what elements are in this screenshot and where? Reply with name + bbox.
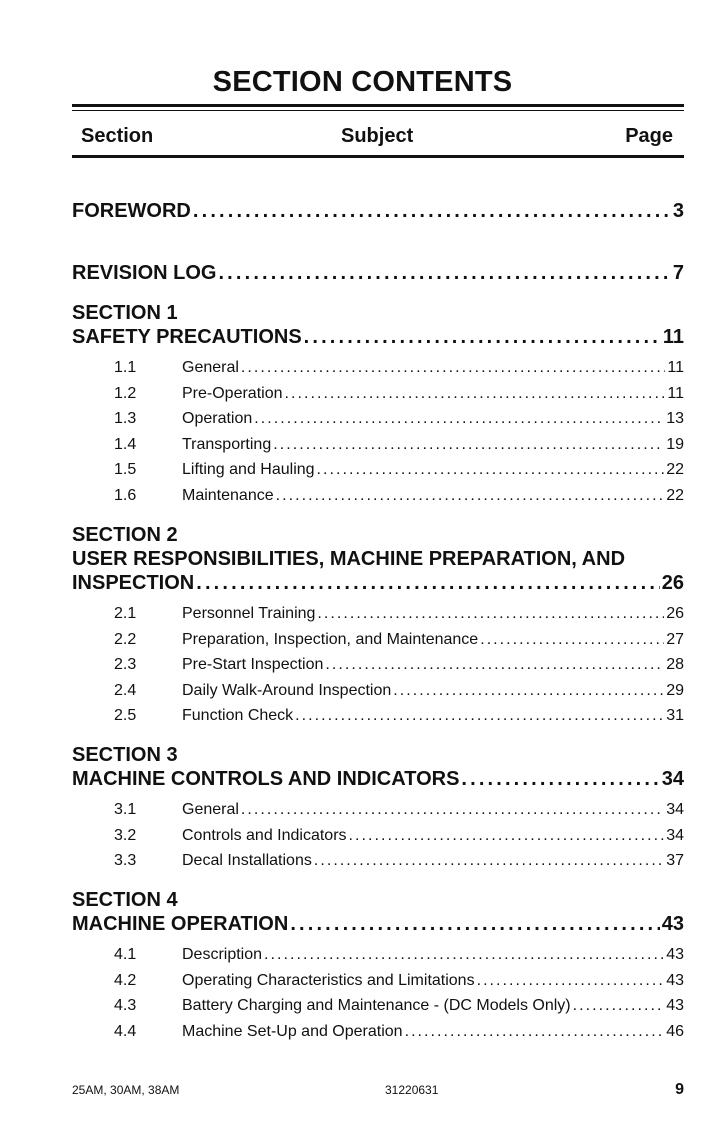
item-page: 11 <box>667 384 684 402</box>
item-number: 2.4 <box>114 681 137 699</box>
section-title-entry[interactable] <box>72 767 684 791</box>
item-title: Controls and Indicators <box>182 826 347 844</box>
item-page: 22 <box>666 486 684 504</box>
item-number: 2.3 <box>114 656 137 674</box>
footer-doc-number: 31220631 <box>385 1083 439 1097</box>
item-number: 3.1 <box>114 801 137 818</box>
leader-dots <box>273 432 664 458</box>
item-page: 28 <box>666 656 684 674</box>
leader-dots <box>193 199 671 223</box>
leader-dots <box>317 601 664 627</box>
item-page: 11 <box>667 359 684 376</box>
item-title: Pre-Operation <box>182 384 283 402</box>
section-title: SAFETY PRECAUTIONS <box>72 326 302 348</box>
leader-dots <box>285 381 666 407</box>
toc-section-3 <box>72 743 684 874</box>
section-heading: SECTION 4 <box>72 889 178 911</box>
item-number: 1.2 <box>114 384 137 402</box>
leader-dots <box>295 703 664 729</box>
item-title: Preparation, Inspection, and Maintenance <box>182 630 479 648</box>
toc-item[interactable] <box>72 1019 684 1045</box>
item-title: Pre-Start Inspection <box>182 656 324 674</box>
item-number: 4.4 <box>114 1022 137 1040</box>
leader-dots <box>405 1019 665 1045</box>
item-number: 2.1 <box>114 605 137 622</box>
section-title-entry[interactable] <box>72 912 684 936</box>
item-number: 2.5 <box>114 707 137 725</box>
footer-page-number: 9 <box>675 1081 684 1098</box>
toc-item[interactable] <box>72 942 684 968</box>
item-number: 4.1 <box>114 946 137 963</box>
item-number: 4.2 <box>114 971 137 989</box>
item-page: 29 <box>666 681 684 699</box>
item-title: Daily Walk-Around Inspection <box>182 681 392 699</box>
item-page: 37 <box>666 852 684 870</box>
header-rule-top-thin <box>72 110 684 111</box>
item-title: Transporting <box>182 435 272 453</box>
item-page: 22 <box>666 461 684 479</box>
entry-label: FOREWORD <box>72 200 191 222</box>
header-rule-top <box>72 104 684 107</box>
leader-dots <box>573 993 665 1019</box>
item-page: 13 <box>666 410 684 428</box>
toc-item[interactable] <box>72 432 684 458</box>
leader-dots <box>290 912 659 936</box>
item-page: 34 <box>666 801 684 818</box>
footer-models: 25AM, 30AM, 38AM <box>72 1083 180 1097</box>
item-number: 1.3 <box>114 410 137 428</box>
section-heading: SECTION 3 <box>72 744 178 766</box>
entry-page: 7 <box>672 262 684 284</box>
leader-dots <box>461 767 659 791</box>
item-title: Function Check <box>182 707 294 725</box>
entry-label: REVISION LOG <box>72 262 217 284</box>
item-page: 19 <box>666 435 684 453</box>
item-number: 2.2 <box>114 630 137 648</box>
column-header-section: Section <box>81 125 154 147</box>
toc-item[interactable] <box>72 678 684 704</box>
section-title: INSPECTION <box>72 572 195 594</box>
item-number: 1.5 <box>114 461 137 479</box>
leader-dots <box>317 457 665 483</box>
item-title: Machine Set-Up and Operation <box>182 1022 403 1040</box>
entry-page: 3 <box>672 200 684 222</box>
leader-dots <box>304 325 661 349</box>
section-title: MACHINE CONTROLS AND INDICATORS <box>72 768 460 790</box>
toc-item[interactable] <box>72 823 684 849</box>
section-page: 34 <box>661 768 684 790</box>
item-title: General <box>182 359 239 376</box>
section-page: 26 <box>661 572 684 594</box>
leader-dots <box>241 355 665 381</box>
item-title: Battery Charging and Maintenance - (DC Models Only) <box>182 997 571 1015</box>
item-number: 3.3 <box>114 852 137 870</box>
item-page: 31 <box>666 707 684 725</box>
toc-item[interactable] <box>72 627 684 653</box>
header-rule-bottom <box>72 155 684 158</box>
toc-section-1 <box>72 301 684 509</box>
item-title: Operation <box>182 410 253 428</box>
toc-item[interactable] <box>72 483 684 509</box>
toc-item[interactable] <box>72 457 684 483</box>
item-page: 43 <box>666 971 684 989</box>
leader-dots <box>196 571 660 595</box>
item-title: Description <box>182 946 263 963</box>
toc-section-2 <box>72 523 684 729</box>
column-header-page: Page <box>625 125 673 147</box>
toc-section-4 <box>72 888 684 1044</box>
toc-item[interactable] <box>72 968 684 994</box>
toc-item[interactable] <box>72 601 684 627</box>
section-page: 11 <box>662 326 684 348</box>
toc-item[interactable] <box>72 381 684 407</box>
item-title: Lifting and Hauling <box>182 461 315 479</box>
item-title: Maintenance <box>182 486 274 504</box>
item-page: 26 <box>666 605 684 622</box>
page-title: SECTION CONTENTS <box>212 66 513 98</box>
leader-dots <box>254 406 664 432</box>
item-page: 43 <box>666 946 684 963</box>
leader-dots <box>218 261 670 285</box>
toc-item[interactable] <box>72 652 684 678</box>
item-title: General <box>182 801 239 818</box>
item-title: Operating Characteristics and Limitations <box>182 971 475 989</box>
section-title-entry[interactable] <box>72 325 684 349</box>
section-heading: SECTION 2 <box>72 524 178 546</box>
leader-dots <box>349 823 665 849</box>
section-title-line1: USER RESPONSIBILITIES, MACHINE PREPARATION, AND <box>72 548 626 570</box>
toc-foreword[interactable] <box>72 199 684 223</box>
toc-item[interactable] <box>72 993 684 1019</box>
toc-revision-log[interactable] <box>72 261 684 285</box>
item-title: Personnel Training <box>182 605 316 622</box>
leader-dots <box>393 678 664 704</box>
section-title-entry[interactable] <box>72 571 684 595</box>
item-title: Decal Installations <box>182 852 312 870</box>
leader-dots <box>314 848 664 874</box>
item-page: 43 <box>666 997 684 1015</box>
section-page: 43 <box>661 913 684 935</box>
item-number: 1.1 <box>114 359 137 376</box>
item-page: 27 <box>666 630 684 648</box>
leader-dots <box>241 797 664 823</box>
item-page: 34 <box>666 826 684 844</box>
section-heading: SECTION 1 <box>72 302 178 324</box>
toc-item[interactable] <box>72 406 684 432</box>
item-page: 46 <box>666 1022 684 1040</box>
leader-dots <box>264 942 664 968</box>
item-number: 1.4 <box>114 435 137 453</box>
leader-dots <box>477 968 665 994</box>
item-number: 1.6 <box>114 486 137 504</box>
column-header-subject: Subject <box>341 125 414 147</box>
item-number: 3.2 <box>114 826 137 844</box>
leader-dots <box>480 627 664 653</box>
toc-item[interactable] <box>72 848 684 874</box>
toc-item[interactable] <box>72 797 684 823</box>
item-number: 4.3 <box>114 997 137 1015</box>
leader-dots <box>276 483 665 509</box>
toc-item[interactable] <box>72 703 684 729</box>
section-title: MACHINE OPERATION <box>72 913 289 935</box>
leader-dots <box>325 652 664 678</box>
toc-item[interactable] <box>72 355 684 381</box>
